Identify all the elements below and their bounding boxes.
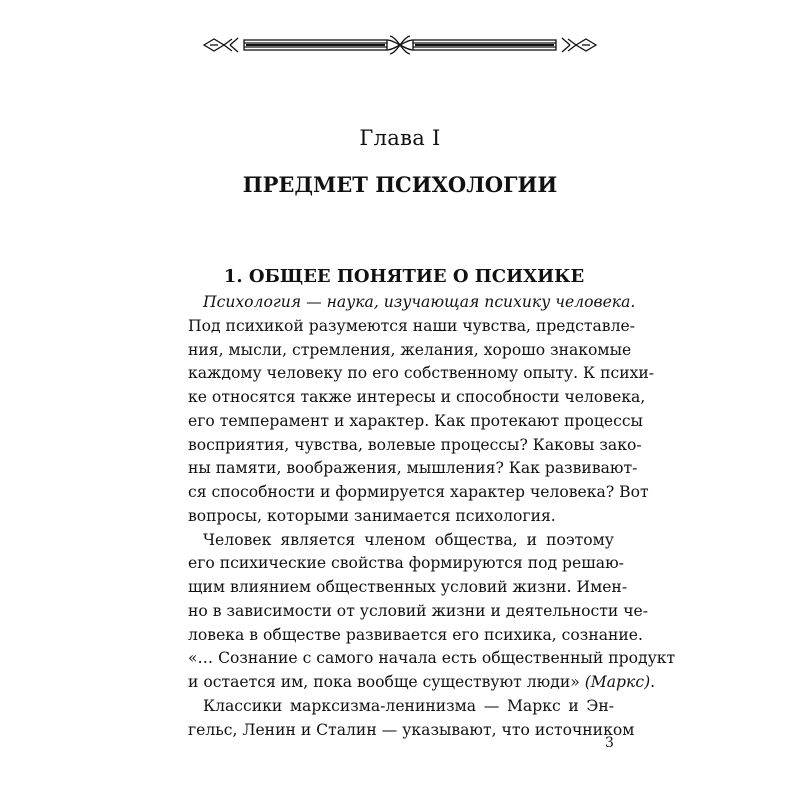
body-line-text: гельс, Ленин и Сталин — указывают, что источником	[188, 720, 635, 739]
body-line	[188, 600, 649, 624]
body-line-text: и остается им, пока вообще существуют люди»	[188, 673, 580, 691]
body-line	[188, 505, 614, 529]
body-line	[188, 529, 614, 553]
body-line	[188, 576, 628, 600]
body-text	[188, 291, 676, 742]
body-line	[188, 410, 643, 434]
body-line	[188, 671, 656, 695]
body-line-text: Классики марксизма-ленинизма — Маркс и Эн-	[203, 696, 614, 715]
section-heading: 1. ОБЩЕЕ ПОНЯТИЕ О ПСИХИКЕ	[223, 266, 585, 287]
decorative-header-ornament-icon	[200, 32, 600, 58]
body-line-text: его темперамент и характер. Как протекают процессы	[188, 411, 643, 430]
citation-period: .	[650, 673, 656, 691]
body-line-text: но в зависимости от условий жизни и деятельности че-	[188, 601, 649, 620]
body-line	[188, 386, 646, 410]
body-line-text: ке относятся также интересы и способности человека,	[188, 388, 646, 406]
body-line	[188, 624, 643, 648]
body-line	[188, 481, 649, 505]
body-line-text: «… Сознание с самого начала есть общественный продукт	[188, 649, 676, 668]
body-line	[188, 362, 655, 386]
body-line-text: вопросы, которыми занимается психология.	[188, 506, 556, 525]
body-line-text: ния, мысли, стремления, желания, хорошо знакомые	[188, 340, 632, 359]
body-line	[188, 719, 635, 743]
body-line	[188, 457, 638, 481]
body-line-text: Психология — наука, изучающая психику человека.	[203, 293, 636, 311]
body-line-text: каждому человеку по его собственному опыту. К психи-	[188, 364, 655, 383]
body-line-text: его психические свойства формируются под решаю-	[188, 554, 624, 573]
body-line-text: ны памяти, воображения, мышления? Как развивают-	[188, 459, 638, 478]
body-line	[188, 434, 642, 458]
body-line	[188, 315, 635, 339]
body-line	[188, 552, 624, 576]
body-line-text: восприятия, чувства, волевые процессы? Каковы зако-	[188, 435, 642, 454]
chapter-title: ПРЕДМЕТ ПСИХОЛОГИИ	[242, 172, 558, 197]
body-line-text: щим влиянием общественных условий жизни. Имен-	[188, 578, 628, 596]
citation-author: (Маркс)	[579, 673, 651, 691]
chapter-number: Глава I	[359, 126, 441, 150]
body-line-text: ловека в обществе развивается его психика, сознание.	[188, 625, 643, 644]
body-line	[188, 647, 676, 671]
body-line	[188, 339, 632, 363]
body-line	[188, 291, 636, 315]
page-number: 3	[605, 735, 614, 751]
body-line-text: ся способности и формируется характер человека? Вот	[188, 483, 649, 501]
body-line-text: Под психикой разумеются наши чувства, представле-	[188, 316, 635, 335]
body-line	[188, 695, 614, 719]
body-line-text: Человек является членом общества, и поэтому	[203, 530, 614, 549]
